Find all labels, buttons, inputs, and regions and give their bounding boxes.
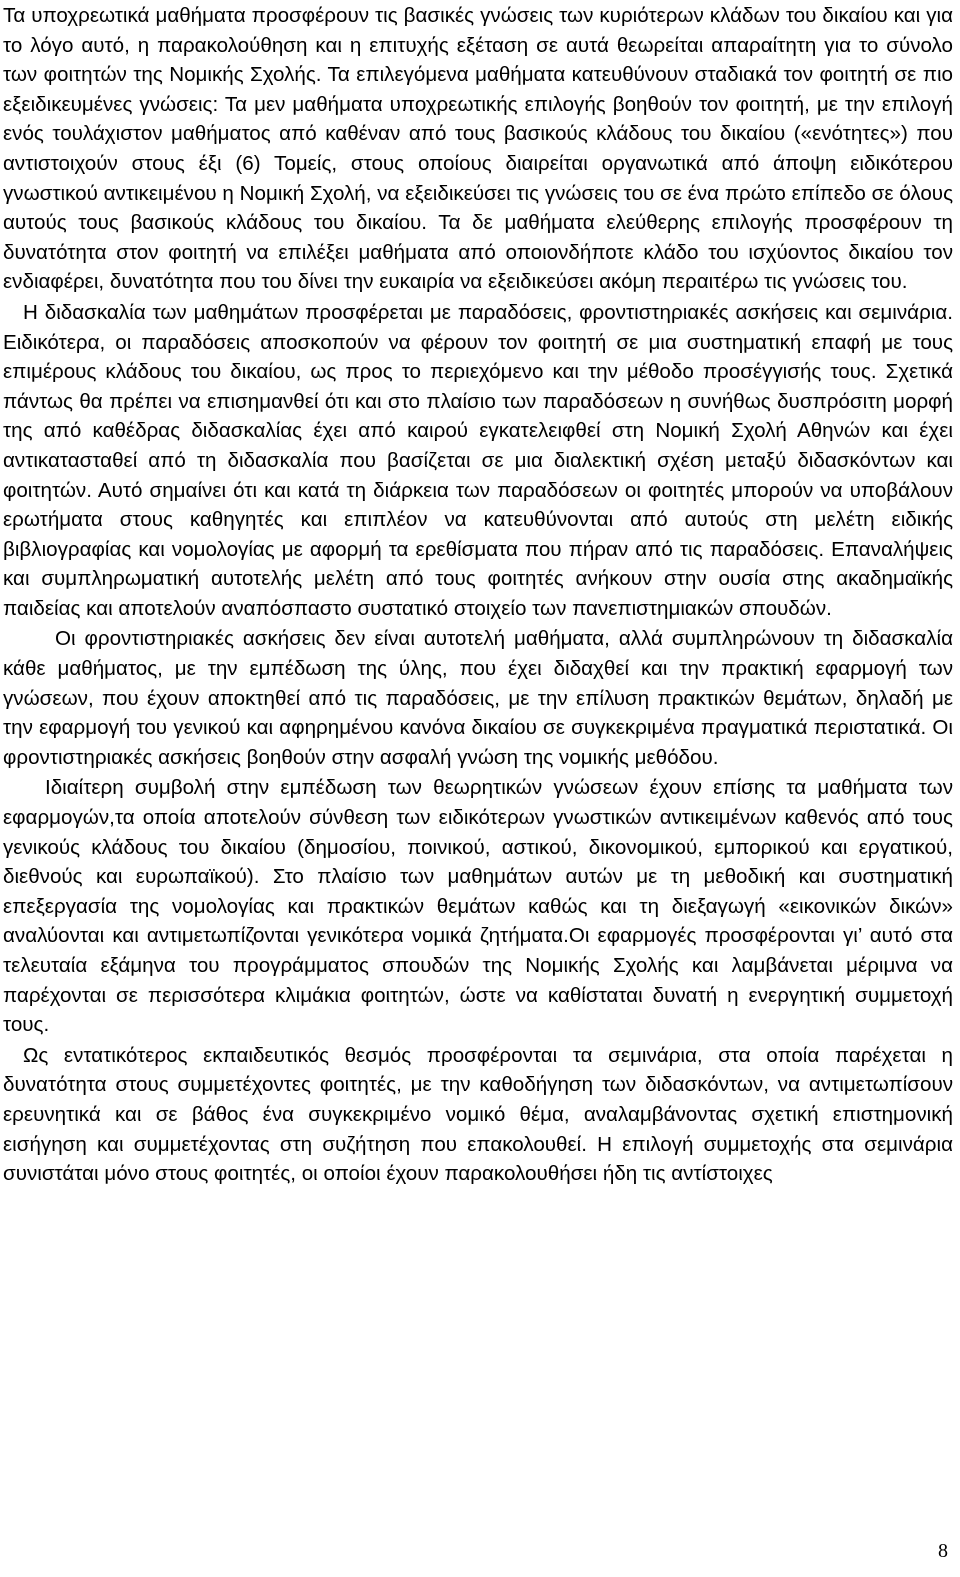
page-number: 8: [938, 1540, 948, 1562]
paragraph-seminars: Ως εντατικότερος εκπαιδευτικός θεσμός προσφέρονται τα σεμινάρια, στα οποία παρέχεται η δυνατότητα στους συμμετέχοντες φοιτητές, με την καθοδήγηση των διδασκόντων, να αντιμετωπίσουν ερευνητικά και σε βάθος ένα συγκεκριμένο νομικό θέμα, αναλαμβάνοντας σχετική επιστημονική εισήγηση και συμμετέχοντας στη συζήτηση που επακολουθεί. Η επιλογή συμμετοχής στα σεμινάρια συνιστάται μόνο στους φοιτητές, οι οποίοι έχουν παρακολουθήσει ήδη τις αντίστοιχες: [3, 1043, 953, 1186]
paragraph-applications: Ιδιαίτερη συμβολή στην εμπέδωση των θεωρητικών γνώσεων έχουν επίσης τα μαθήματα των εφαρμογών,τα οποία αποτελούν σύνθεση των ειδικότερων γνωστικών αντικειμένων καθενός από τους γενικούς κλάδους του δικαίου (δημοσίου, ποινικού, αστικού, δικονομικού, εμπορικού και εργατικού, διεθνούς και ευρωπαϊκού). Στο πλαίσιο των μαθημάτων αυτών με τη μεθοδική και συστηματική επεξεργασία της νομολογίας και πρακτικών θεμάτων καθώς και τη διεξαγωγή «εικονικών δικών» αναλύονται και αντιμετωπίζονται γενικότερα νομικά ζητήματα.Οι εφαρμογές προσφέρονται γι’ αυτό στα τελευταία εξάμηνα του προγράμματος σπουδών της Νομικής Σχολής και λαμβάνεται μέριμνα να παρέχονται σε περισσότερα κλιμάκια φοιτητών, ώστε να καθίσταται δυνατή η ενεργητική συμμετοχή τους.: [3, 776, 953, 1037]
paragraph-teaching-methods: Η διδασκαλία των μαθημάτων προσφέρεται με παραδόσεις, φροντιστηριακές ασκήσεις και σεμινάρια. Ειδικότερα, οι παραδόσεις αποσκοπούν να φέρουν τον φοιτητή σε μια συστηματική επαφή με τους επιμέρους κλάδους του δικαίου, ως προς το περιεχόμενο και την μέθοδο προσέγγισής τους. Σχετικά πάντως θα πρέπει να επισημανθεί ότι και στο πλαίσιο των παραδόσεων η συνήθως δυσπρόσιτη μορφή της από καθέδρας διδασκαλίας έχει από καιρού εγκατελειφθεί στη Νομική Σχολή Αθηνών και έχει αντικατασταθεί από τη διδασκαλία που βασίζεται σε μια διαλεκτική σχέση μεταξύ διδασκόντων και φοιτητών. Αυτό σημαίνει ότι και κατά τη διάρκεια των παραδόσεων οι φοιτητές μπορούν να υποβάλουν ερωτήματα στους καθηγητές και επιπλέον να κατευθύνονται από αυτούς στη μελέτη ειδικής βιβλιογραφίας και νομολογίας με αφορμή τα ερεθίσματα που πήραν από τις παραδόσεις. Επαναλήψεις και συμπληρωματική αυτοτελής μελέτη από τους φοιτητές ανήκουν στην ουσία στης ακαδημαϊκής παιδείας και αποτελούν αναπόσπαστο συστατικό στοιχείο των πανεπιστημιακών σπουδών.: [3, 300, 953, 620]
document-page: [3, 0, 953, 1189]
paragraph-tutorial-exercises: Οι φροντιστηριακές ασκήσεις δεν είναι αυτοτελή μαθήματα, αλλά συμπληρώνουν τη διδασκαλία κάθε μαθήματος, με την εμπέδωση της ύλης, που έχει διδαχθεί και την πρακτική εφαρμογή των γνώσεων, που έχουν αποκτηθεί από τις παραδόσεις, με την επίλυση πρακτικών θεμάτων, δηλαδή με την εφαρμογή του γενικού και αφηρημένου κανόνα δικαίου σε συγκεκριμένα πραγματικά περιστατικά. Οι φροντιστηριακές ασκήσεις βοηθούν στην ασφαλή γνώση της νομικής μεθόδου.: [3, 627, 953, 769]
paragraph-compulsory-courses: Τα υποχρεωτικά μαθήματα προσφέρουν τις βασικές γνώσεις των κυριότερων κλάδων του δικαίου και για το λόγο αυτό, η παρακολούθηση και η επιτυχής εξέταση σε αυτά θεωρείται απαραίτητη για το σύνολο των φοιτητών της Νομικής Σχολής. Τα επιλεγόμενα μαθήματα κατευθύνουν σταδιακά τον φοιτητή σε πιο εξειδικευμένες γνώσεις: Τα μεν μαθήματα υποχρεωτικής επιλογής βοηθούν τον φοιτητή, με την επιλογή ενός τουλάχιστον μαθήματος από καθέναν από τους βασικούς κλάδους του δικαίου («ενότητες») που αντιστοιχούν στους έξι (6) Τομείς, στους οποίους διαιρείται οργανωτικά από άποψη ειδικότερου γνωστικού αντικειμένου η Νομική Σχολή, να εξειδικεύσει τις γνώσεις του σε ένα πρώτο επίπεδο σε όλους αυτούς τους βασικούς κλάδους του δικαίου. Τα δε μαθήματα ελεύθερης επιλογής προσφέρουν τη δυνατότητα στον φοιτητή να επιλέξει μαθήματα από οποιονδήποτε κλάδο του ισχύοντος δικαίου τον ενδιαφέρει, δυνατότητα που του δίνει την ευκαιρία να εξειδικεύσει ακόμη περαιτέρω τις γνώσεις του.: [3, 4, 953, 294]
